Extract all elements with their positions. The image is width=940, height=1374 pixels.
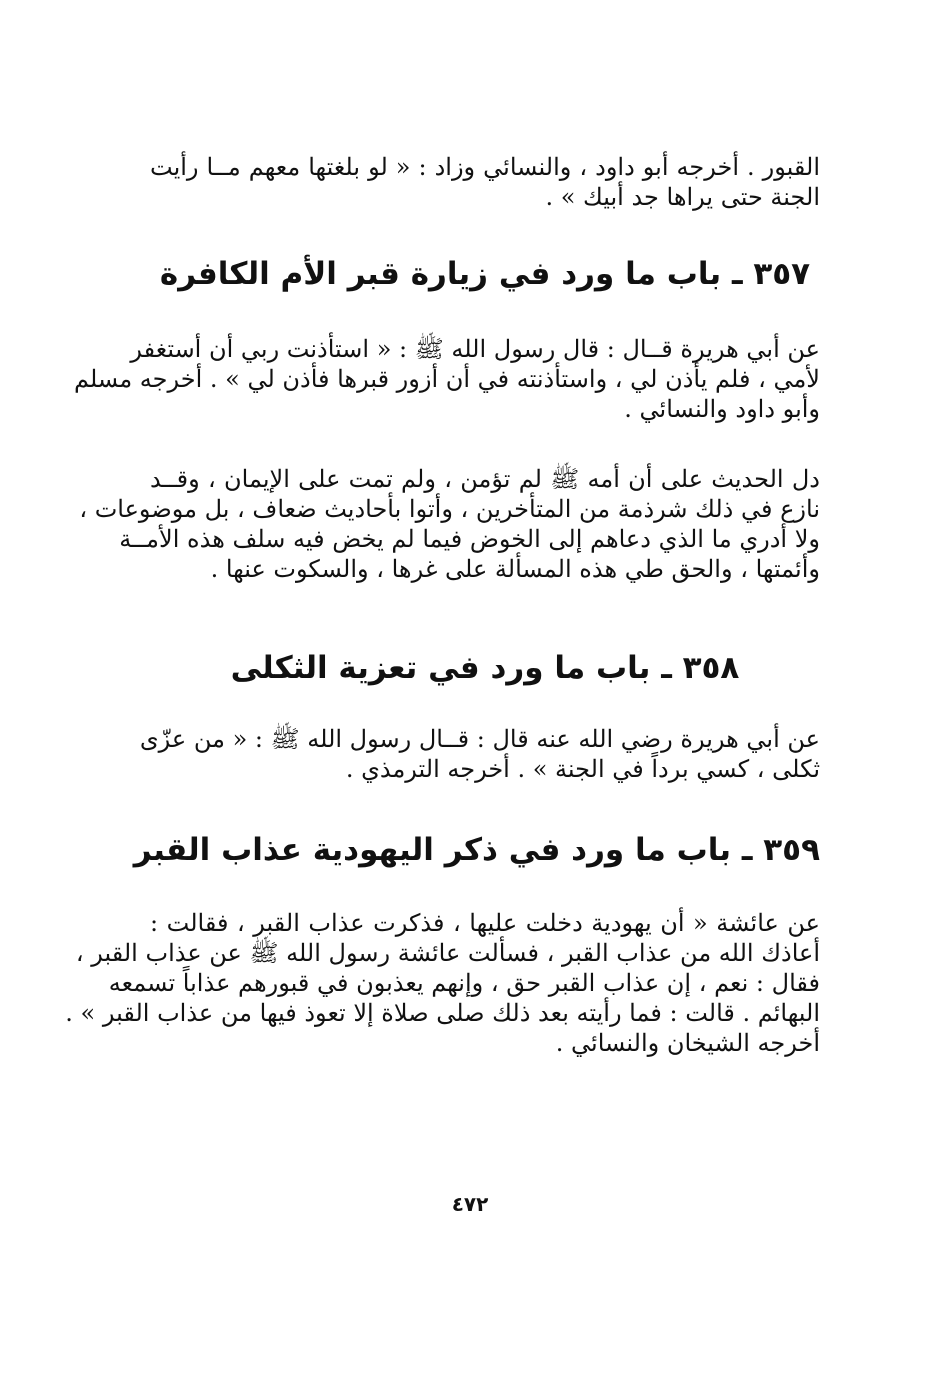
text-line: وأئمتها ، والحق طي هذه المسألة على غرها ، والسكوت عنها . bbox=[210, 555, 820, 583]
text-line: نازع في ذلك شرذمة من المتأخرين ، وأتوا بأحاديث ضعاف ، بل موضوعات ، bbox=[79, 495, 820, 523]
text-line: لأمي ، فلم يأذن لي ، واستأذنته في أن أزور قبرها فأذن لي » . أخرجه مسلم bbox=[73, 365, 820, 393]
text-line: وأبو داود والنسائي . bbox=[624, 395, 820, 423]
text-line: أخرجه الشيخان والنسائي . bbox=[555, 1029, 820, 1057]
text-line: عن أبي هريرة قــال : قال رسول الله ﷺ : « استأذنت ربي أن أستغفر bbox=[130, 335, 820, 363]
text-line: عن عائشة « أن يهودية دخلت عليها ، فذكرت عذاب القبر ، فقالت : bbox=[150, 909, 820, 937]
section-357-paragraph-1 bbox=[73, 334, 820, 424]
text-line: الجنة حتى يراها جد أبيك » . bbox=[545, 183, 820, 211]
text-line: القبور . أخرجه أبو داود ، والنسائي وزاد : « لو بلغتها معهم مــا رأيت bbox=[150, 153, 820, 181]
text-line: عن أبي هريرة رضي الله عنه قال : قــال رسول الله ﷺ : « من عزّى bbox=[139, 725, 820, 753]
section-358-paragraph-1 bbox=[139, 724, 820, 784]
text-line: أعاذك الله من عذاب القبر ، فسألت عائشة رسول الله ﷺ عن عذاب القبر ، bbox=[75, 939, 820, 967]
section-heading-358: ٣٥٨ ـ باب ما ورد في تعزية الثكلى bbox=[230, 650, 740, 686]
section-357-paragraph-2 bbox=[79, 464, 820, 584]
section-heading-357: ٣٥٧ ـ باب ما ورد في زيارة قبر الأم الكافرة bbox=[159, 256, 811, 292]
text-line: ولا أدري ما الذي دعاهم إلى الخوض فيما لم يخض فيه سلف هذه الأمــة bbox=[119, 525, 820, 553]
section-heading-359: ٣٥٩ ـ باب ما ورد في ذكر اليهودية عذاب القبر bbox=[133, 832, 820, 868]
section-359-paragraph-1 bbox=[65, 908, 820, 1058]
text-line: ثكلى ، كسي برداً في الجنة » . أخرجه الترمذي . bbox=[345, 755, 820, 783]
text-line: البهائم . قالت : فما رأيته بعد ذلك صلى صلاة إلا تعوذ فيها من عذاب القبر » . bbox=[65, 999, 820, 1027]
text-line: فقال : نعم ، إن عذاب القبر حق ، وإنهم يعذبون في قبورهم عذاباً تسمعه bbox=[108, 969, 820, 997]
intro-paragraph bbox=[150, 152, 820, 212]
text-line: دل الحديث على أن أمه ﷺ لم تؤمن ، ولم تمت على الإيمان ، وقــد bbox=[150, 465, 820, 493]
page-number: ٤٧٢ bbox=[451, 1192, 489, 1216]
